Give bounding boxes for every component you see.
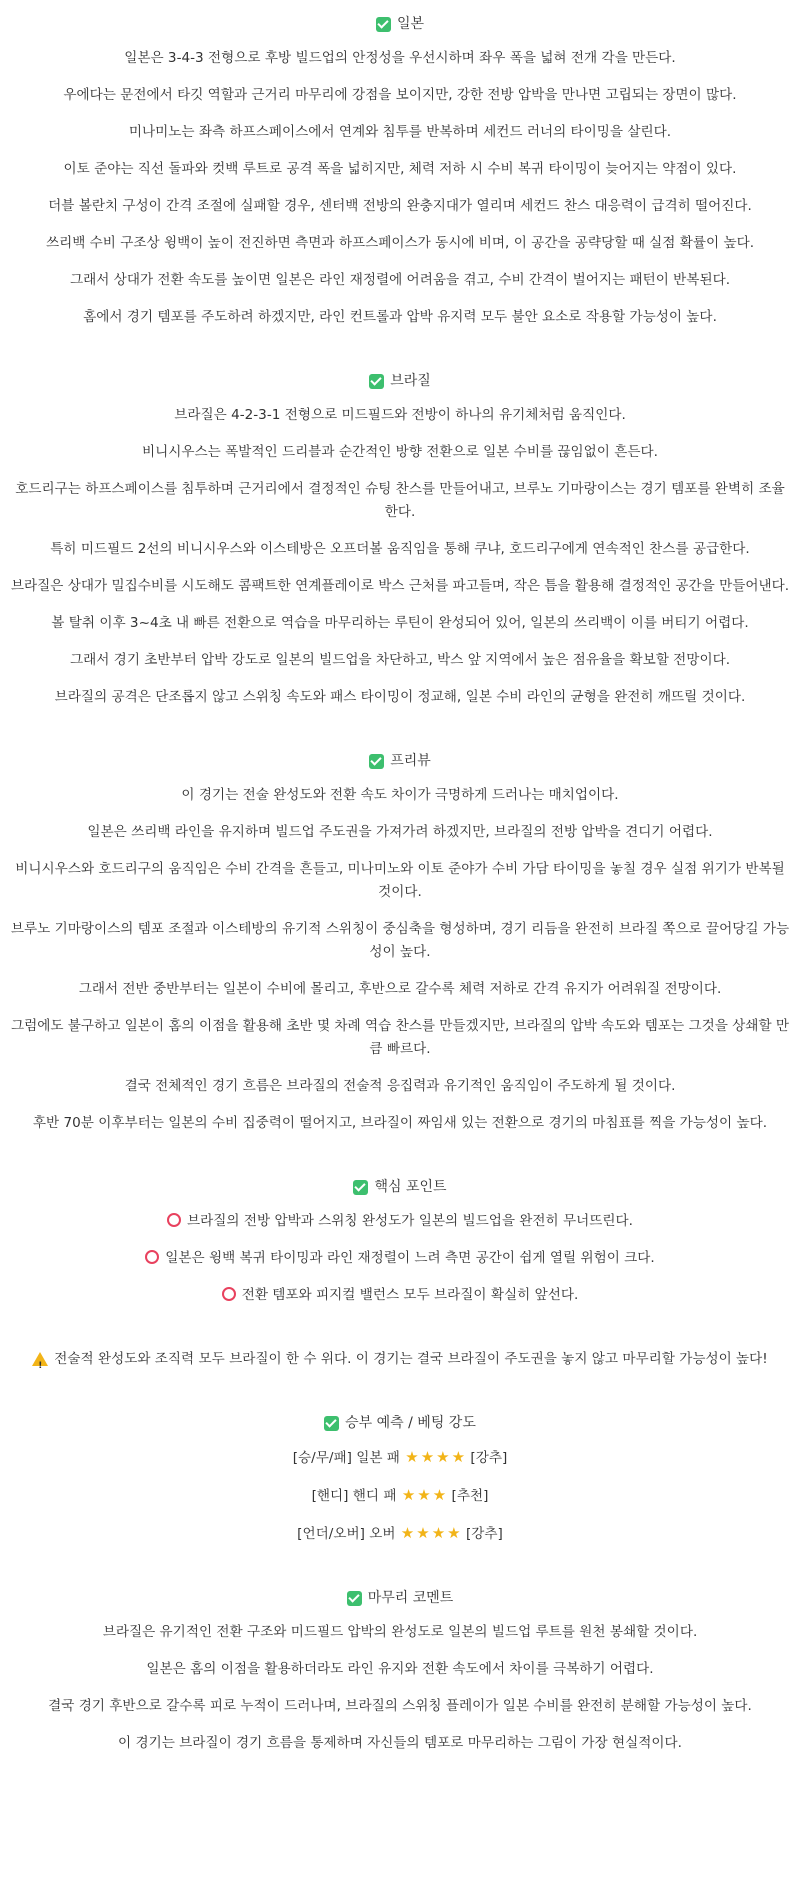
section-title: 핵심 포인트 [374, 1179, 447, 1195]
section-title: 승부 예측 / 베팅 강도 [345, 1415, 476, 1431]
ring-icon [222, 1287, 236, 1301]
section-title: 마무리 코멘트 [367, 1590, 454, 1606]
check-icon [369, 754, 384, 769]
star-rating [400, 1526, 462, 1542]
section-heading [10, 749, 790, 773]
section-preview [0, 749, 800, 1135]
key-point [10, 1210, 790, 1233]
star-icon: ★ [432, 1486, 447, 1504]
section-key-points [0, 1175, 800, 1307]
star-icon: ★ [400, 1524, 415, 1542]
section-closing [0, 1586, 800, 1755]
key-point-text: 전환 템포와 피지컬 밸런스 모두 브라질이 확실히 앞선다. [241, 1287, 579, 1303]
paragraph: 브루노 기마랑이스의 템포 조절과 이스테방의 유기적 스위칭이 중심축을 형성하며, 경기 리듬을 완전히 브라질 쪽으로 끌어당길 가능성이 높다. [10, 921, 790, 960]
paragraph: 쓰리백 수비 구조상 윙백이 높이 전진하면 측면과 하프스페이스가 동시에 비며, 이 공간을 공략당할 때 실점 확률이 높다. [45, 235, 755, 251]
paragraph: 그래서 상대가 전환 속도를 높이면 일본은 라인 재정렬에 어려움을 겪고, 수비 간격이 벌어지는 패턴이 반복된다. [69, 272, 731, 288]
paragraph: 그래서 전반 중반부터는 일본이 수비에 몰리고, 후반으로 갈수록 체력 저하로 간격 유지가 어려워질 전망이다. [78, 981, 722, 997]
star-rating [401, 1488, 447, 1504]
bet-row [10, 1484, 790, 1508]
bet-grade: [추천] [451, 1488, 489, 1504]
paragraph: 특히 미드필드 2선의 비니시우스와 이스테방은 오프더볼 움직임을 통해 쿠냐, 호드리구에게 연속적인 찬스를 공급한다. [50, 541, 750, 557]
check-icon [353, 1180, 368, 1195]
section-prediction [0, 1411, 800, 1546]
section-warning [0, 1347, 800, 1371]
section-heading [10, 12, 790, 36]
paragraph: 비니시우스는 폭발적인 드리블과 순간적인 방향 전환으로 일본 수비를 끊임없이 흔든다. [142, 444, 658, 460]
paragraph: 결국 경기 후반으로 갈수록 피로 누적이 드러나며, 브라질의 스위칭 플레이가 일본 수비를 완전히 분해할 가능성이 높다. [48, 1698, 752, 1714]
bet-label: [승/무/패] 일본 패 [292, 1450, 400, 1466]
paragraph: 브라질의 공격은 단조롭지 않고 스위칭 속도와 패스 타이밍이 정교해, 일본 수비 라인의 균형을 완전히 깨뜨릴 것이다. [54, 689, 746, 705]
star-icon: ★ [436, 1448, 450, 1466]
paragraph: 일본은 3-4-3 전형으로 후방 빌드업의 안정성을 우선시하며 좌우 폭을 넓혀 전개 각을 만든다. [124, 50, 676, 66]
section-title: 일본 [396, 16, 425, 32]
star-icon: ★ [401, 1486, 416, 1504]
key-point-text: 브라질의 전방 압박과 스위칭 완성도가 일본의 빌드업을 완전히 무너뜨린다. [187, 1213, 633, 1229]
bet-row [10, 1446, 790, 1470]
warning-icon [32, 1352, 48, 1366]
paragraph: 이 경기는 전술 완성도와 전환 속도 차이가 극명하게 드러나는 매치업이다. [181, 787, 619, 803]
section-title: 프리뷰 [390, 753, 431, 769]
paragraph: 후반 70분 이후부터는 일본의 수비 집중력이 떨어지고, 브라질이 짜임새 있는 전환으로 경기의 마침표를 찍을 가능성이 높다. [32, 1115, 768, 1131]
section-brazil [0, 369, 800, 709]
check-icon [369, 374, 384, 389]
paragraph: 이토 준야는 직선 돌파와 컷백 루트로 공격 폭을 넓히지만, 체력 저하 시 수비 복귀 타이밍이 늦어지는 약점이 있다. [63, 161, 737, 177]
check-icon [324, 1416, 339, 1431]
section-heading [10, 1175, 790, 1199]
section-heading [10, 369, 790, 393]
paragraph: 홈에서 경기 템포를 주도하려 하겠지만, 라인 컨트롤과 압박 유지력 모두 불안 요소로 작용할 가능성이 높다. [83, 309, 717, 325]
star-icon: ★ [416, 1524, 430, 1542]
paragraph: 더블 볼란치 구성이 간격 조절에 실패할 경우, 센터백 전방의 완충지대가 열리며 세컨드 찬스 대응력이 급격히 떨어진다. [48, 198, 752, 214]
star-icon: ★ [447, 1524, 461, 1542]
paragraph: 볼 탈취 이후 3~4초 내 빠른 전환으로 역습을 마무리하는 루틴이 완성되어 있어, 일본의 쓰리백이 이를 버티기 어렵다. [51, 615, 749, 631]
star-icon: ★ [420, 1448, 435, 1466]
paragraph: 그래서 경기 초반부터 압박 강도로 일본의 빌드업을 차단하고, 박스 앞 지역에서 높은 점유율을 확보할 전망이다. [69, 652, 731, 668]
paragraph: 브라질은 상대가 밀집수비를 시도해도 콤팩트한 연계플레이로 박스 근처를 파고들며, 작은 틈을 활용해 결정적인 공간을 만들어낸다. [10, 578, 790, 594]
bet-label: [핸디] 핸디 패 [311, 1488, 397, 1504]
paragraph: 일본은 홈의 이점을 활용하더라도 라인 유지와 전환 속도에서 차이를 극복하기 어렵다. [146, 1661, 654, 1677]
key-point [10, 1284, 790, 1307]
paragraph: 결국 전체적인 경기 흐름은 브라질의 전술적 응집력과 유기적인 움직임이 주도하게 될 것이다. [124, 1078, 676, 1094]
paragraph: 일본은 쓰리백 라인을 유지하며 빌드업 주도권을 가져가려 하겠지만, 브라질의 전방 압박을 견디기 어렵다. [87, 824, 713, 840]
key-point-text: 일본은 윙백 복귀 타이밍과 라인 재정렬이 느려 측면 공간이 쉽게 열릴 위험이 크다. [165, 1250, 655, 1266]
bet-row [10, 1522, 790, 1546]
key-point [10, 1247, 790, 1270]
bet-grade: [강추] [465, 1526, 503, 1542]
paragraph: 브라질은 4-2-3-1 전형으로 미드필드와 전방이 하나의 유기체처럼 움직인다. [174, 407, 626, 423]
section-japan [0, 12, 800, 329]
paragraph: 브라질은 유기적인 전환 구조와 미드필드 압박의 완성도로 일본의 빌드업 루트를 원천 봉쇄할 것이다. [102, 1624, 698, 1640]
check-icon [376, 17, 391, 32]
star-icon: ★ [451, 1448, 466, 1466]
star-icon: ★ [417, 1486, 431, 1504]
star-icon: ★ [405, 1448, 419, 1466]
ring-icon [145, 1250, 159, 1264]
bet-label: [언더/오버] 오버 [297, 1526, 396, 1542]
star-icon: ★ [431, 1524, 446, 1542]
paragraph: 미나미노는 좌측 하프스페이스에서 연계와 침투를 반복하며 세컨드 러너의 타이밍을 살린다. [128, 124, 672, 140]
star-rating [404, 1450, 466, 1466]
paragraph: 비니시우스와 호드리구의 움직임은 수비 간격을 흔들고, 미나미노와 이토 준야가 수비 가담 타이밍을 놓칠 경우 실점 위기가 반복될 것이다. [15, 861, 785, 900]
check-icon [347, 1591, 362, 1606]
paragraph: 그럼에도 불구하고 일본이 홈의 이점을 활용해 초반 몇 차례 역습 찬스를 만들겠지만, 브라질의 압박 속도와 템포는 그것을 상쇄할 만큼 빠르다. [10, 1018, 790, 1057]
section-heading [10, 1586, 790, 1610]
warning-line [10, 1347, 790, 1371]
warning-text: 전술적 완성도와 조직력 모두 브라질이 한 수 위다. 이 경기는 결국 브라질이 주도권을 놓지 않고 마무리할 가능성이 높다! [54, 1351, 768, 1367]
paragraph: 호드리구는 하프스페이스를 침투하며 근거리에서 결정적인 슈팅 찬스를 만들어내고, 브루노 기마랑이스는 경기 템포를 완벽히 조율한다. [15, 481, 785, 520]
paragraph: 이 경기는 브라질이 경기 흐름을 통제하며 자신들의 템포로 마무리하는 그림이 가장 현실적이다. [118, 1735, 682, 1751]
bet-grade: [강추] [470, 1450, 508, 1466]
section-heading [10, 1411, 790, 1435]
section-title: 브라질 [390, 373, 431, 389]
paragraph: 우에다는 문전에서 타깃 역할과 근거리 마무리에 강점을 보이지만, 강한 전방 압박을 만나면 고립되는 장면이 많다. [63, 87, 737, 103]
ring-icon [167, 1213, 181, 1227]
